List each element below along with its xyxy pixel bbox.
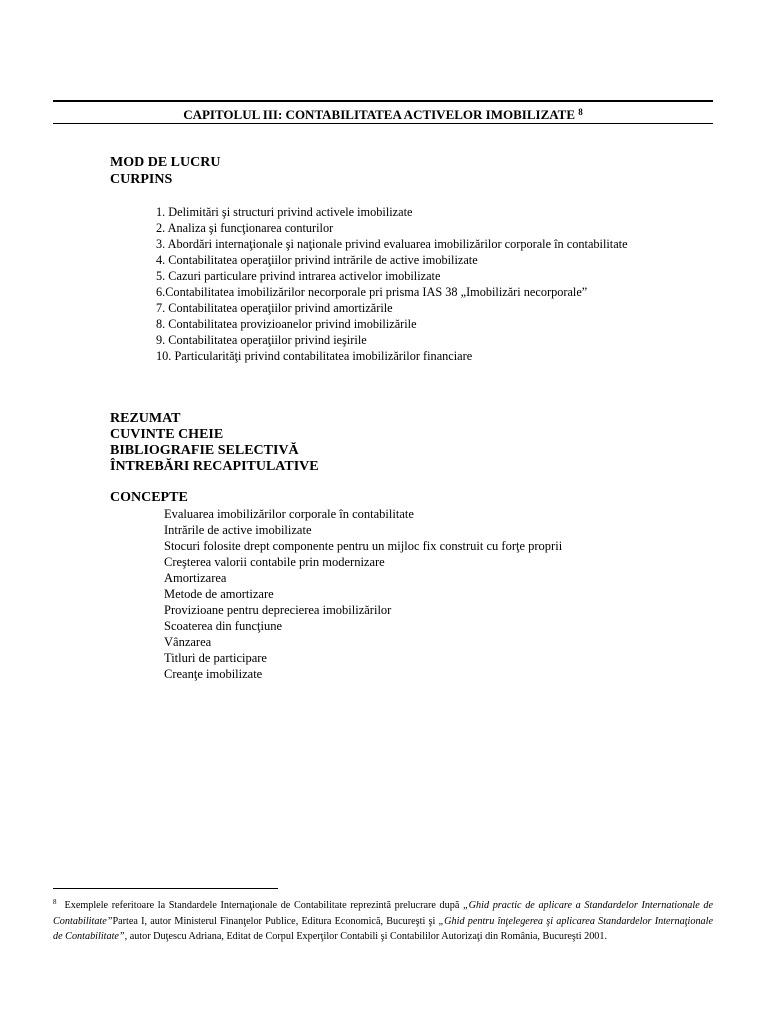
footnote-reference: 8 xyxy=(578,107,583,117)
footnote xyxy=(53,895,713,945)
toc-item: 4. Contabilitatea operaţiilor privind intrările de active imobilizate xyxy=(156,253,478,267)
concept-item: Creanţe imobilizate xyxy=(164,667,263,681)
heading-intrebari: ÎNTREBĂRI RECAPITULATIVE xyxy=(110,459,319,474)
footnote-separator xyxy=(53,888,278,889)
toc-item: 8. Contabilitatea provizioanelor privind imobilizările xyxy=(156,317,417,331)
footnote-source-2: „Ghid pentru înţelegerea şi aplicarea Standardelor Internaţionale de Contabilitate”, xyxy=(53,915,714,942)
chapter-title-text: CAPITOLUL III: CONTABILITATEA ACTIVELOR IMOBILIZATE xyxy=(183,107,576,122)
heading-mod-de-lucru: MOD DE LUCRU xyxy=(110,155,221,170)
concept-item: Titluri de participare xyxy=(164,651,267,665)
heading-bibliografie: BIBLIOGRAFIE SELECTIVĂ xyxy=(110,443,299,458)
toc-item: 7. Contabilitatea operaţiilor privind amortizările xyxy=(156,301,393,315)
footnote-mark: 8 xyxy=(53,898,57,906)
toc-item: 3. Abordări internaţionale şi naţionale privind evaluarea imobilizărilor corporale în contabilitate xyxy=(156,237,628,251)
concept-item: Metode de amortizare xyxy=(164,587,274,601)
concept-item: Scoaterea din funcţiune xyxy=(164,619,283,633)
heading-cuvinte-cheie: CUVINTE CHEIE xyxy=(110,427,224,442)
toc-item: 1. Delimitări şi structuri privind activele imobilizate xyxy=(156,205,413,219)
concept-item: Vânzarea xyxy=(164,635,212,649)
heading-curpins: CURPINS xyxy=(110,172,173,187)
footnote-source-1: „Ghid practic de aplicare a Standardelor Internationale de Contabilitate” xyxy=(53,900,713,927)
heading-rezumat: REZUMAT xyxy=(110,411,181,426)
footnote-text-2: Partea I, autor Ministerul Finanţelor Publice, Editura Economică, Bucureşti şi xyxy=(112,915,439,927)
concept-item: Provizioane pentru deprecierea imobilizărilor xyxy=(164,603,392,617)
title-underline xyxy=(53,123,713,124)
footnote-text-1: Exemplele referitoare la Standardele Internaţionale de Contabilitate reprezintă prelucrare după xyxy=(64,900,463,911)
concept-item: Amortizarea xyxy=(164,571,227,585)
concept-item: Evaluarea imobilizărilor corporale în contabilitate xyxy=(164,507,414,521)
concept-item: Stocuri folosite drept componente pentru un mijloc fix construit cu forţe proprii xyxy=(164,539,563,553)
toc-item: 5. Cazuri particulare privind intrarea activelor imobilizate xyxy=(156,269,441,283)
top-rule xyxy=(53,100,713,102)
footnote-text-3: autor Duţescu Adriana, Editat de Corpul Experţilor Contabili şi Contabililor Autorizaţi din România, Bucureşti 2001. xyxy=(127,931,608,942)
toc-item: 10. Particularităţi privind contabilitatea imobilizărilor financiare xyxy=(156,349,473,363)
toc-item: 9. Contabilitatea operaţiilor privind ieşirile xyxy=(156,333,367,347)
toc-item: 2. Analiza şi funcţionarea conturilor xyxy=(156,221,334,235)
chapter-title xyxy=(53,104,713,123)
heading-concepte: CONCEPTE xyxy=(110,490,188,505)
table-of-contents xyxy=(156,204,630,364)
toc-item: 6.Contabilitatea imobilizărilor necorporale pri prisma IAS 38 „Imobilizări necorporale” xyxy=(156,285,588,299)
concepts-list xyxy=(164,506,604,682)
concept-item: Intrările de active imobilizate xyxy=(164,523,312,537)
concept-item: Creşterea valorii contabile prin modernizare xyxy=(164,555,385,569)
